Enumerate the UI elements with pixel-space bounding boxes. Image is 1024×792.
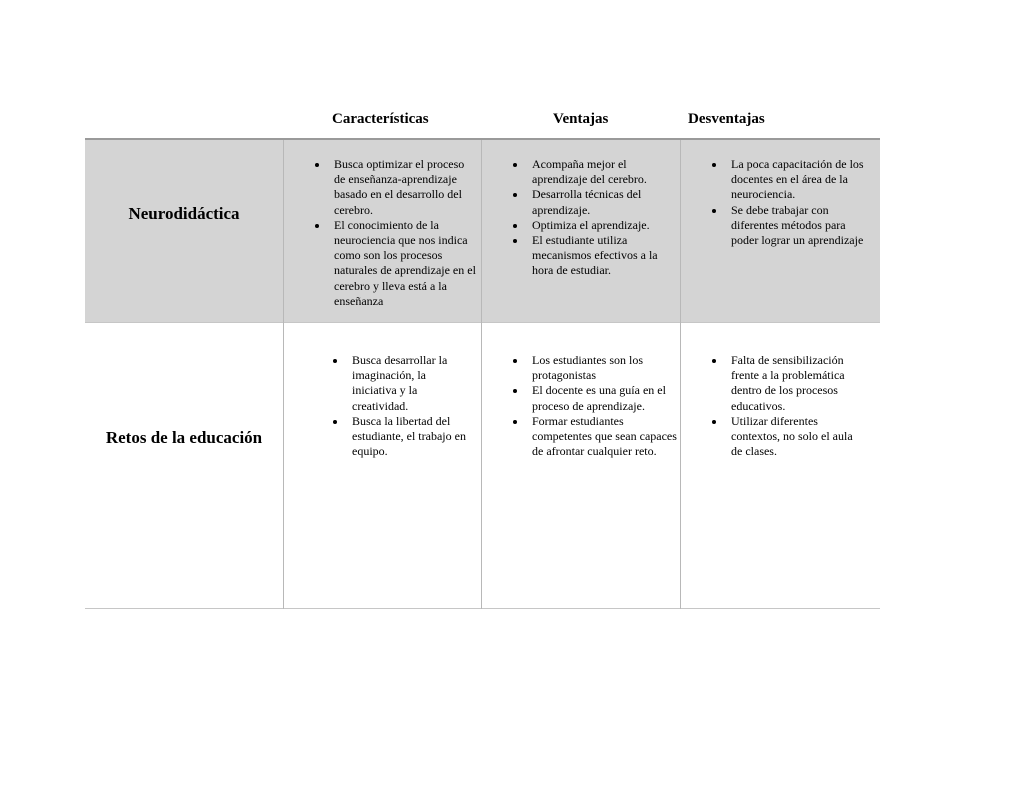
table-row-retos [85,323,880,609]
list-item: Falta de sensibilización frente a la problemática dentro de los procesos educativos. [709,353,864,414]
column-divider [481,140,482,609]
list-item: El docente es una guía en el proceso de aprendizaje. [510,383,678,413]
row-label-retos: Retos de la educación [105,428,263,447]
list-item: El estudiante utiliza mecanismos efectivos a la hora de estudiar. [510,233,678,279]
list-item: La poca capacitación de los docentes en el área de la neurociencia. [709,157,874,203]
list-item: Acompaña mejor el aprendizaje del cerebro. [510,157,678,187]
list-item: Desarrolla técnicas del aprendizaje. [510,187,678,217]
column-divider [283,140,284,609]
list-item: Busca desarrollar la imaginación, la iniciativa y la creatividad. [330,353,470,414]
column-divider [680,140,681,609]
header-desventajas: Desventajas [688,111,765,127]
list-item: Los estudiantes son los protagonistas [510,353,678,383]
table-row-neurodidactica [85,140,880,323]
header-caracteristicas: Características [332,111,429,127]
cell-neuro-caracteristicas [312,157,477,309]
header-ventajas: Ventajas [553,111,609,127]
list-item: Optimiza el aprendizaje. [510,218,678,233]
list-item: Formar estudiantes competentes que sean capaces de afrontar cualquier reto. [510,414,678,460]
table-bottom-border [85,608,880,609]
list-item: Se debe trabajar con diferentes métodos para poder lograr un aprendizaje [709,203,874,249]
cell-retos-caracteristicas [330,353,470,459]
row-label-neurodidactica: Neurodidáctica [128,204,240,223]
cell-retos-desventajas [709,353,864,459]
list-item: El conocimiento de la neurociencia que nos indica como son los procesos naturales de aprendizaje en el cerebro y lleva está a la enseñanza [312,218,477,309]
cell-neuro-desventajas [709,157,874,248]
list-item: Busca optimizar el proceso de enseñanza-aprendizaje basado en el desarrollo del cerebro. [312,157,477,218]
cell-retos-ventajas [510,353,678,459]
list-item: Utilizar diferentes contextos, no solo el aula de clases. [709,414,864,460]
list-item: Busca la libertad del estudiante, el trabajo en equipo. [330,414,470,460]
cell-neuro-ventajas [510,157,678,279]
